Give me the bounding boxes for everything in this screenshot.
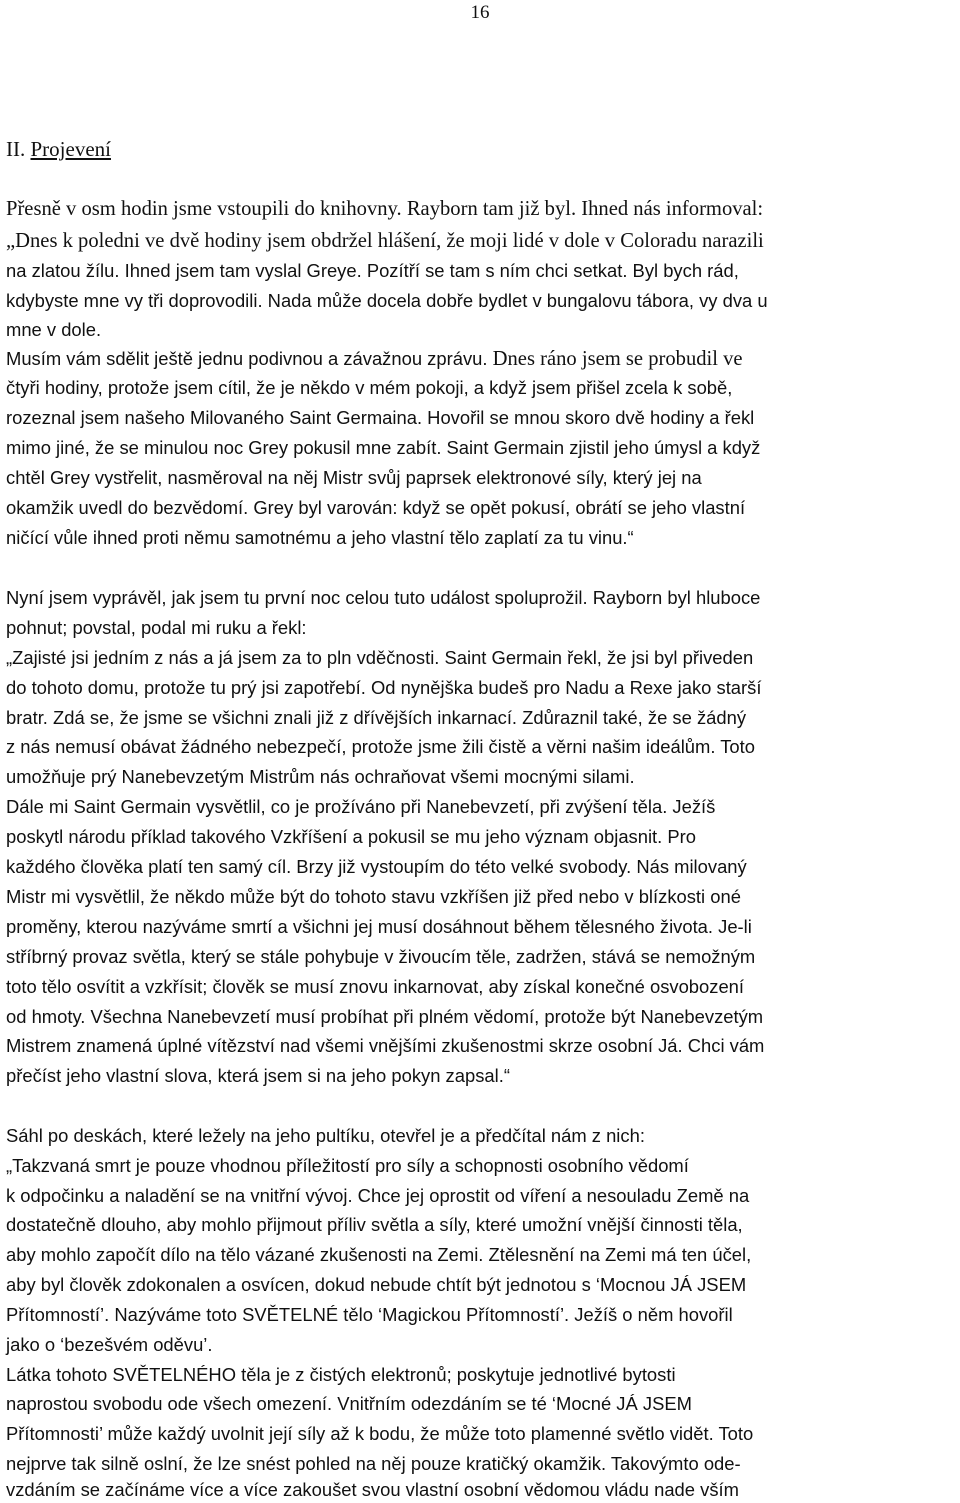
text-line: na zlatou žílu. Ihned jsem tam vyslal Greye. Pozítří se tam s ním chci setkat. Byl bych rád, (6, 260, 739, 281)
text-line: mimo jiné, že se minulou noc Grey pokusil mne zabít. Saint Germain zjistil jeho úmysl a když (6, 437, 761, 458)
text-line: Přítomnosti’ může každý uvolnit její síly až k bodu, že může toto plamenné světlo vidět. Toto (6, 1423, 754, 1444)
text-line: Mistr mi vysvětlil, že někdo může být do tohoto stavu vzkříšen již před nebo v blízkosti oné (6, 886, 741, 907)
text-line: každého člověka platí ten samý cíl. Brzy již vystoupím do této velké svobody. Nás milovaný (6, 856, 747, 877)
text-line: „Zajisté jsi jedním z nás a já jsem za to pln vděčnosti. Saint Germain řekl, že jsi byl přiveden (6, 647, 754, 668)
text-line: chtěl Grey vystřelit, nasměroval na něj Mistr svůj paprsek elektronové síly, který jej na (6, 467, 702, 488)
text-line: umožňuje prý Nanebevzetým Mistrům nás ochraňovat všemi mocnými silami. (6, 766, 635, 787)
text-line: od hmoty. Všechna Nanebevzetí musí probíhat při plném vědomí, protože být Nanebevzetým (6, 1006, 764, 1027)
text-line: Dále mi Saint Germain vysvětlil, co je prožíváno při Nanebevzetí, při zvýšení těla. Ježíš (6, 796, 716, 817)
page-number: 16 (470, 2, 490, 23)
text-line: mne v dole. (6, 319, 102, 340)
text-line: Přesně v osm hodin jsme vstoupili do knihovny. Rayborn tam již byl. Ihned nás informoval: (6, 198, 764, 220)
text-line: aby byl člověk zdokonalen a osvícen, dokud nebude chtít být jednotou s ‘Mocnou JÁ JSEM (6, 1274, 747, 1295)
text-line: čtyři hodiny, protože jsem cítil, že je někdo v mém pokoji, a když jsem přišel zcela k sobě, (6, 377, 733, 398)
text-line: Musím vám sdělit ještě jednu podivnou a závažnou zprávu. Dnes ráno jsem se probudil ve (6, 348, 743, 370)
text-line: do tohoto domu, protože tu prý jsi zapotřebí. Od nynějška budeš pro Nadu a Rexe jako starší (6, 677, 762, 698)
text-line: jako o ‘bezešvém oděvu’. (6, 1334, 213, 1355)
text-line: z nás nemusí obávat žádného nebezpečí, protože jsme žili čistě a věrni našim ideálům. Toto (6, 736, 755, 757)
text-line: Sáhl po deskách, které ležely na jeho pultíku, otevřel je a předčítal nám z nich: (6, 1125, 645, 1146)
text-line: Přítomností’. Nazýváme toto SVĚTELNÉ tělo ‘Magickou Přítomností’. Ježíš o něm hovořil (6, 1304, 733, 1325)
text-line: naprostou svobodu ode všech omezení. Vnitřním odezdáním se té ‘Mocné JÁ JSEM (6, 1393, 692, 1414)
text-line: „Takzvaná smrt je pouze vhodnou příležitostí pro síly a schopnosti osobního vědomí (6, 1155, 689, 1176)
text-line: aby mohlo započít dílo na tělo vázané zkušenosti na Zemi. Ztělesnění na Zemi má ten účel, (6, 1244, 752, 1265)
text-line: Mistrem znamená úplné vítězství nad všemi vnějšími zkušenostmi skrze osobní Já. Chci vám (6, 1035, 765, 1056)
text-line: ničící vůle ihned proti němu samotnému a jeho vlastní tělo zaplatí za tu vinu.“ (6, 527, 634, 548)
text-line: rozeznal jsem našeho Milovaného Saint Germaina. Hovořil se mnou skoro dvě hodiny a řekl (6, 407, 755, 428)
text-line: „Dnes k poledni ve dvě hodiny jsem obdržel hlášení, že moji lidé v dole v Coloradu narazili (6, 230, 764, 252)
text-line: Nyní jsem vyprávěl, jak jsem tu první noc celou tuto událost spoluprožil. Rayborn byl hluboce (6, 587, 761, 608)
text-line: kdybyste mne vy tři doprovodili. Nada může docela dobře bydlet v bungalovu tábora, vy dva u (6, 290, 768, 311)
text-line: pohnut; povstal, podal mi ruku a řekl: (6, 617, 307, 638)
text-line: přečíst jeho vlastní slova, která jsem si na jeho pokyn zapsal.“ (6, 1065, 510, 1086)
text-line: bratr. Zdá se, že jsme se všichni znali již z dřívějších inkarnací. Zdůraznil také, že se žádný (6, 707, 747, 728)
chapter-title: Projevení (30, 137, 111, 161)
text-line: k odpočinku a naladění se na vnitřní vývoj. Chce jej oprostit od víření a nesouladu Země na (6, 1185, 750, 1206)
text-line: vzdáním se začínáme více a více zakoušet svou vlastní osobní vědomou vládu nade vším (6, 1479, 739, 1500)
chapter-numeral: II. (6, 137, 26, 161)
text-line: toto tělo osvítit a vzkřísit; člověk se musí znovu inkarnovat, aby získal konečné osvobození (6, 976, 745, 997)
chapter-heading (6, 136, 111, 162)
text-line: poskytl národu příklad takového Vzkříšení a pokusil se mu jeho význam objasnit. Pro (6, 826, 696, 847)
text-line: Látka tohoto SVĚTELNÉHO těla je z čistých elektronů; poskytuje jednotlivé bytosti (6, 1364, 676, 1385)
text-line: dostatečně dlouho, aby mohlo přijmout příliv světla a síly, které umožní vnější činnosti těla, (6, 1214, 743, 1235)
text-line: okamžik uvedl do bezvědomí. Grey byl varován: když se opět pokusí, obrátí se jeho vlastní (6, 497, 746, 518)
text-line: stříbrný provaz světla, který se stále pohybuje v živoucím těle, zadržen, stává se nemožným (6, 946, 756, 967)
text-line: proměny, kterou nazýváme smrtí a všichni jej musí dosáhnout během tělesného života. Je-li (6, 916, 752, 937)
text-line: nejprve tak silně oslní, že lze snést pohled na něj pouze kratičký okamžik. Takovýmto ode- (6, 1453, 741, 1474)
